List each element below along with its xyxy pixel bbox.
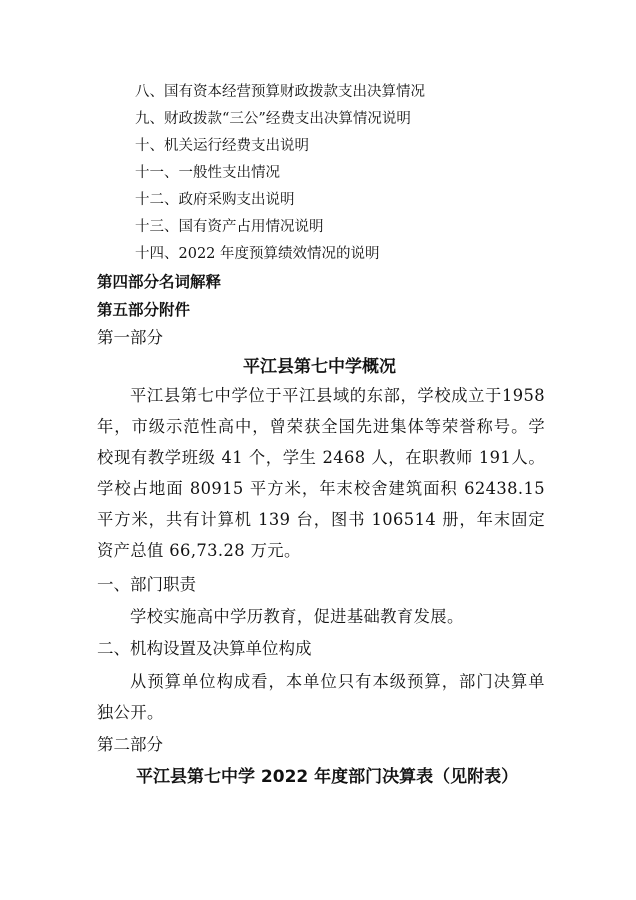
toc-item-14: 十四、2022 年度预算绩效情况的说明: [135, 246, 380, 262]
toc-item-11: 十一、一般性支出情况: [135, 165, 280, 181]
structure-text: 从预算单位构成看，本单位只有本级预算，部门决算单独公开。: [97, 672, 545, 722]
part5-heading: 第五部分附件: [97, 301, 191, 319]
school-overview-paragraph: 平江县第七中学位于平江县域的东部，学校成立于1958 年，市级示范性高中，曾荣获全国先进集体等荣誉称号。学校现有教学班级 41 个，学生 2468 人，在职教师 191人。学校占地面 80915 平方米，年末校舍建筑面积 62438.15平方米，共有计算机 139 台，图书 106514 册，年末固定资产总值 66,73.28 万元。: [97, 386, 545, 560]
duties-heading: 一、部门职责: [97, 575, 196, 594]
toc-item-10: 十、机关运行经费支出说明: [135, 138, 309, 154]
part1-heading: 第一部分: [97, 328, 163, 347]
final-accounts-title: 平江县第七中学 2022 年度部门决算表（见附表）: [136, 767, 519, 787]
part2-heading: 第二部分: [97, 735, 163, 754]
part4-heading: 第四部分名词解释: [97, 273, 222, 291]
structure-heading: 二、机构设置及决算单位构成: [97, 639, 312, 658]
toc-item-9: 九、财政拨款“三公”经费支出决算情况说明: [135, 111, 411, 127]
duties-text: 学校实施高中学历教育，促进基础教育发展。: [130, 607, 464, 626]
toc-item-8: 八、国有资本经营预算财政拨款支出决算情况: [135, 84, 425, 100]
school-overview-title: 平江县第七中学概况: [243, 357, 396, 377]
toc-item-12: 十二、政府采购支出说明: [135, 192, 295, 208]
toc-item-13: 十三、国有资产占用情况说明: [135, 219, 324, 235]
